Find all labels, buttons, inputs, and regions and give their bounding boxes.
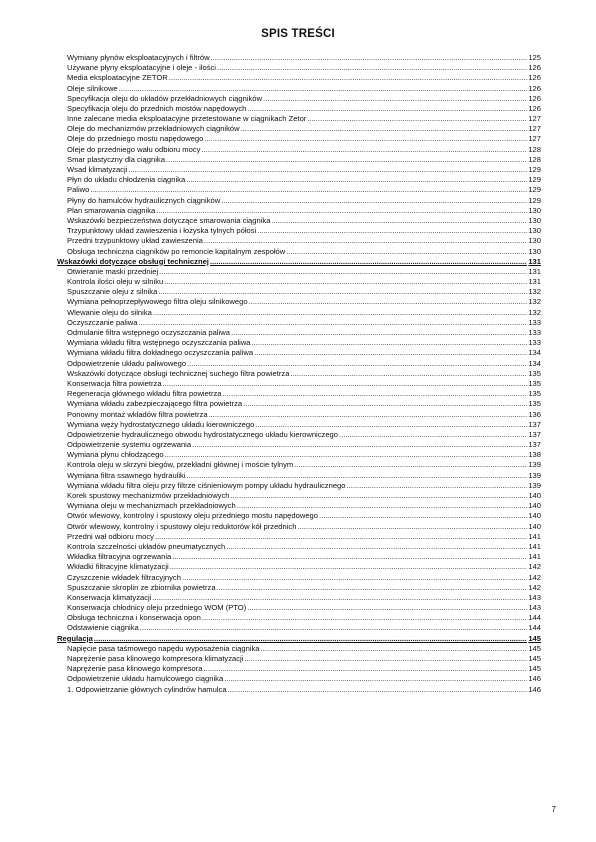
toc-page-number: 133 bbox=[528, 317, 541, 327]
toc-entry-title: Wymiana wkładu filtra wstępnego oczyszczania paliwa bbox=[67, 338, 251, 348]
toc-dot-leader bbox=[202, 613, 528, 623]
toc-entry[interactable] bbox=[57, 511, 541, 521]
toc-page-number: 139 bbox=[528, 460, 541, 470]
toc-entry[interactable] bbox=[57, 685, 541, 695]
toc-dot-leader bbox=[286, 247, 527, 257]
toc-page-number: 126 bbox=[528, 103, 541, 113]
toc-entry[interactable] bbox=[57, 501, 541, 511]
toc-page-number: 127 bbox=[528, 114, 541, 124]
toc-dot-leader bbox=[187, 359, 527, 369]
toc-entry[interactable] bbox=[57, 674, 541, 684]
toc-entry-title: Wymiana węży hydrostatycznego układu kierowniczego bbox=[67, 419, 255, 429]
toc-entry-title: Kontrola oleju w skrzyni biegów, przekładni głównej i moście tylnym bbox=[67, 460, 294, 470]
toc-dot-leader bbox=[223, 389, 528, 399]
toc-page-number: 141 bbox=[528, 552, 541, 562]
toc-dot-leader bbox=[339, 430, 527, 440]
toc-entry-title: Wymiana pełnoprzepływowego filtra oleju silnikowego bbox=[67, 297, 248, 307]
toc-entry-title: Korek spustowy mechanizmów przekładniowych bbox=[67, 491, 230, 501]
toc-page-number: 127 bbox=[528, 134, 541, 144]
toc-entry-title: Wkładki filtracyjne klimatyzacji bbox=[67, 562, 169, 572]
toc-entry-title: Używane płyny eksploatacyjne i oleje - ilości bbox=[67, 63, 216, 73]
toc-entry[interactable] bbox=[57, 53, 541, 63]
toc-entry-title: Trzypunktowy układ zawieszenia i łożyska tylnych półosi bbox=[67, 226, 257, 236]
toc-entry[interactable] bbox=[57, 603, 541, 613]
toc-dot-leader bbox=[224, 674, 527, 684]
toc-entry[interactable] bbox=[57, 440, 541, 450]
toc-entry[interactable] bbox=[57, 124, 541, 134]
toc-entry-title: Wskazówki bezpieczeństwa dotyczące smarowania ciągnika bbox=[67, 215, 271, 225]
toc-entry-title: Wkładka filtracyjna ogrzewania bbox=[67, 552, 172, 562]
toc-entry-title: Otwór wlewowy, kontrolny i spustowy oleju reduktorów kół przednich bbox=[67, 521, 297, 531]
toc-section-entry[interactable] bbox=[57, 257, 541, 267]
toc-entry[interactable] bbox=[57, 430, 541, 440]
toc-page-number: 127 bbox=[528, 124, 541, 134]
toc-dot-leader bbox=[182, 573, 527, 583]
toc-dot-leader bbox=[217, 63, 527, 73]
toc-dot-leader bbox=[263, 94, 527, 104]
toc-entry-title: Otwór wlewowy, kontrolny i spustowy oleju przedniego mostu napędowego bbox=[67, 511, 319, 521]
toc-entry-title: Odpowietrzenie systemu ogrzewania bbox=[67, 440, 192, 450]
toc-dot-leader bbox=[255, 420, 527, 430]
toc-entry[interactable] bbox=[57, 308, 541, 318]
toc-page-number: 130 bbox=[528, 226, 541, 236]
toc-page-number: 143 bbox=[528, 592, 541, 602]
toc-entry-title: Wskazówki dotyczące obsługi technicznej suchego filtra powietrza bbox=[67, 368, 290, 378]
toc-entry[interactable] bbox=[57, 104, 541, 114]
toc-entry-title: Oleje do przedniego mostu napędowego bbox=[67, 134, 204, 144]
toc-entry[interactable] bbox=[57, 338, 541, 348]
toc-dot-leader bbox=[128, 165, 527, 175]
toc-page-number: 135 bbox=[528, 368, 541, 378]
toc-dot-leader bbox=[94, 634, 527, 644]
toc-dot-leader bbox=[153, 308, 527, 318]
toc-entry[interactable] bbox=[57, 185, 541, 195]
toc-entry-title: Płyn do układu chłodzenia ciągnika bbox=[67, 175, 186, 185]
toc-page-number: 145 bbox=[528, 654, 541, 664]
toc-entry-title: Płyny do hamulców hydraulicznych ciągników bbox=[67, 195, 221, 205]
toc-entry-title: Specyfikacja oleju do przednich mostów napędowych bbox=[67, 103, 247, 113]
toc-dot-leader bbox=[138, 318, 527, 328]
toc-entry-title: Wymiana płynu chłodzącego bbox=[67, 450, 164, 460]
toc-entry-title: Oleje do mechanizmów przekładniowych ciągników bbox=[67, 124, 240, 134]
toc-entry[interactable] bbox=[57, 491, 541, 501]
toc-dot-leader bbox=[209, 410, 528, 420]
toc-entry[interactable] bbox=[57, 654, 541, 664]
toc-page-number: 139 bbox=[528, 470, 541, 480]
toc-page-number: 137 bbox=[528, 440, 541, 450]
toc-page-number: 146 bbox=[528, 684, 541, 694]
toc-entry-title: Wymiana oleju w mechanizmach przekładniowych bbox=[67, 501, 236, 511]
toc-entry-title: Wskazówki dotyczące obsługi technicznej bbox=[57, 256, 209, 266]
toc-dot-leader bbox=[204, 236, 527, 246]
toc-dot-leader bbox=[297, 522, 527, 532]
toc-page-number: 132 bbox=[528, 307, 541, 317]
toc-dot-leader bbox=[290, 369, 527, 379]
toc-dot-leader bbox=[119, 84, 528, 94]
toc-dot-leader bbox=[247, 603, 527, 613]
toc-dot-leader bbox=[159, 267, 527, 277]
toc-page-number: 128 bbox=[528, 154, 541, 164]
toc-dot-leader bbox=[152, 593, 527, 603]
toc-page-number: 136 bbox=[528, 409, 541, 419]
toc-page-number: 129 bbox=[528, 165, 541, 175]
toc-dot-leader bbox=[170, 562, 528, 572]
toc-entry[interactable] bbox=[57, 379, 541, 389]
toc-entry-title: Regulacja bbox=[57, 633, 93, 643]
toc-entry[interactable] bbox=[57, 196, 541, 206]
page-number: 7 bbox=[551, 805, 556, 814]
toc-dot-leader bbox=[307, 114, 527, 124]
toc-entry-title: Wymiana wkładu filtra dokładnego oczyszczania paliwa bbox=[67, 348, 254, 358]
toc-entry-title: Napięcie pasa taśmowego napędu wyposażenia ciągnika bbox=[67, 643, 260, 653]
toc-page-number: 130 bbox=[528, 236, 541, 246]
toc-page-number: 130 bbox=[528, 215, 541, 225]
toc-entry-title: Konserwacja klimatyzacji bbox=[67, 592, 152, 602]
toc-dot-leader bbox=[192, 440, 527, 450]
toc-page-number: 126 bbox=[528, 63, 541, 73]
toc-page-number: 129 bbox=[528, 185, 541, 195]
toc-page-number: 135 bbox=[528, 389, 541, 399]
toc-entry-title: Odmulanie filtra wstępnego oczyszczania paliwa bbox=[67, 328, 230, 338]
toc-entry-title: Konserwacja chłodnicy oleju przedniego WOM (PTO) bbox=[67, 603, 247, 613]
toc-dot-leader bbox=[226, 542, 527, 552]
toc-dot-leader bbox=[257, 226, 527, 236]
toc-dot-leader bbox=[90, 185, 527, 195]
toc-entry[interactable] bbox=[57, 522, 541, 532]
toc-page-number: 130 bbox=[528, 246, 541, 256]
toc-dot-leader bbox=[169, 73, 528, 83]
toc-entry[interactable] bbox=[57, 450, 541, 460]
toc-page-number: 142 bbox=[528, 582, 541, 592]
toc-dot-leader bbox=[228, 685, 528, 695]
toc-entry[interactable] bbox=[57, 226, 541, 236]
toc-entry-title: Obsługa techniczna ciągników po remoncie kapitalnym zespołów bbox=[67, 246, 286, 256]
toc-page-number: 141 bbox=[528, 541, 541, 551]
toc-page-number: 137 bbox=[528, 429, 541, 439]
toc-entry[interactable] bbox=[57, 247, 541, 257]
toc-entry-title: Odpowietrzenie układu paliwowego bbox=[67, 358, 187, 368]
toc-page-number: 129 bbox=[528, 195, 541, 205]
toc-entry-title: Kontrola szczelności układów pneumatycznych bbox=[67, 541, 226, 551]
toc-entry[interactable] bbox=[57, 583, 541, 593]
toc-page-number: 142 bbox=[528, 572, 541, 582]
toc-page-number: 129 bbox=[528, 175, 541, 185]
toc-entry[interactable] bbox=[57, 63, 541, 73]
toc-page-number: 135 bbox=[528, 399, 541, 409]
toc-page-number: 140 bbox=[528, 511, 541, 521]
toc-page-number: 144 bbox=[528, 613, 541, 623]
toc-entry[interactable] bbox=[57, 573, 541, 583]
toc-dot-leader bbox=[241, 124, 528, 134]
toc-entry[interactable] bbox=[57, 348, 541, 358]
toc-dot-leader bbox=[247, 104, 527, 114]
toc-entry-title: Oczyszczanie paliwa bbox=[67, 317, 138, 327]
toc-page-number: 139 bbox=[528, 480, 541, 490]
toc-entry-title: Plan smarowania ciągnika bbox=[67, 205, 156, 215]
toc-entry-title: Wymiany płynów eksploatacyjnych i filtrów bbox=[67, 52, 210, 62]
toc-entry[interactable] bbox=[57, 389, 541, 399]
toc-dot-leader bbox=[210, 257, 527, 267]
toc-entry-title: Oleje do przedniego wału odbioru mocy bbox=[67, 144, 201, 154]
toc-dot-leader bbox=[201, 145, 527, 155]
toc-dot-leader bbox=[244, 654, 527, 664]
toc-entry[interactable] bbox=[57, 114, 541, 124]
toc-page-number: 132 bbox=[528, 287, 541, 297]
toc-entry[interactable] bbox=[57, 542, 541, 552]
toc-page-number: 137 bbox=[528, 419, 541, 429]
toc-entry[interactable] bbox=[57, 552, 541, 562]
toc-entry[interactable] bbox=[57, 369, 541, 379]
toc-entry-title: Oleje silnikowe bbox=[67, 83, 118, 93]
toc-entry[interactable] bbox=[57, 155, 541, 165]
toc-entry-title: Inne zalecane media eksploatacyjne przetestowane w ciągnikach Zetor bbox=[67, 114, 307, 124]
toc-page-number: 126 bbox=[528, 93, 541, 103]
toc-entry-title: Ponowny montaż wkładów filtra powietrza bbox=[67, 409, 208, 419]
toc-entry[interactable] bbox=[57, 277, 541, 287]
toc-dot-leader bbox=[319, 511, 527, 521]
toc-dot-leader bbox=[254, 348, 527, 358]
toc-entry[interactable] bbox=[57, 420, 541, 430]
toc-entry-title: Spuszczanie skroplin ze zbiornika powietrza bbox=[67, 582, 216, 592]
toc-dot-leader bbox=[249, 297, 528, 307]
toc-dot-leader bbox=[243, 399, 527, 409]
toc-entry-title: Wymiana filtra ssawnego hydrauliki bbox=[67, 470, 186, 480]
toc-dot-leader bbox=[158, 287, 527, 297]
toc-entry-title: Odpowietrzenie układu hamulcowego ciągnika bbox=[67, 674, 224, 684]
toc-entry-title: Naprężenie pasa klinowego kompresora klimatyzacji bbox=[67, 654, 244, 664]
table-of-contents bbox=[57, 53, 541, 695]
toc-entry[interactable] bbox=[57, 165, 541, 175]
toc-entry-title: Wymiana wkładu zabezpieczającego filtra powietrza bbox=[67, 399, 243, 409]
toc-entry[interactable] bbox=[57, 359, 541, 369]
toc-entry[interactable] bbox=[57, 73, 541, 83]
toc-dot-leader bbox=[172, 552, 527, 562]
toc-page-number: 138 bbox=[528, 450, 541, 460]
toc-dot-leader bbox=[271, 216, 527, 226]
toc-page-number: 130 bbox=[528, 205, 541, 215]
toc-entry[interactable] bbox=[57, 328, 541, 338]
toc-page-number: 131 bbox=[528, 277, 541, 287]
toc-entry[interactable] bbox=[57, 644, 541, 654]
toc-entry[interactable] bbox=[57, 593, 541, 603]
toc-dot-leader bbox=[231, 491, 528, 501]
toc-entry-title: Czyszczenie wkładek filtracyjnych bbox=[67, 572, 181, 582]
toc-entry-title: Odstawienie ciągnika bbox=[67, 623, 139, 633]
toc-entry-title: Przedni trzypunktowy układ zawieszenia bbox=[67, 236, 203, 246]
toc-page-number: 125 bbox=[528, 52, 541, 62]
toc-entry-title: 1. Odpowietrzanie głównych cylindrów hamulca bbox=[67, 684, 227, 694]
toc-page-number: 141 bbox=[528, 531, 541, 541]
toc-page-number: 131 bbox=[528, 266, 541, 276]
toc-entry[interactable] bbox=[57, 287, 541, 297]
toc-page-number: 140 bbox=[528, 501, 541, 511]
toc-page-number: 145 bbox=[528, 633, 541, 643]
toc-entry[interactable] bbox=[57, 318, 541, 328]
toc-dot-leader bbox=[217, 583, 528, 593]
toc-page-number: 140 bbox=[528, 521, 541, 531]
toc-entry-title: Naprężenie pasa klinowego kompresora bbox=[67, 664, 203, 674]
toc-dot-leader bbox=[237, 501, 528, 511]
toc-dot-leader bbox=[221, 196, 527, 206]
toc-dot-leader bbox=[155, 532, 527, 542]
toc-entry[interactable] bbox=[57, 145, 541, 155]
toc-page-number: 145 bbox=[528, 643, 541, 653]
toc-entry[interactable] bbox=[57, 236, 541, 246]
toc-dot-leader bbox=[204, 664, 528, 674]
toc-entry[interactable] bbox=[57, 664, 541, 674]
toc-dot-leader bbox=[252, 338, 528, 348]
toc-entry[interactable] bbox=[57, 410, 541, 420]
toc-entry[interactable] bbox=[57, 624, 541, 634]
toc-entry[interactable] bbox=[57, 532, 541, 542]
toc-dot-leader bbox=[156, 206, 527, 216]
toc-dot-leader bbox=[347, 481, 528, 491]
toc-page-number: 143 bbox=[528, 603, 541, 613]
toc-entry-title: Odpowietrzenie hydraulicznego obwodu hydrostatycznego układu kierowniczego bbox=[67, 429, 339, 439]
toc-entry-title: Media eksploatacyjne ZETOR bbox=[67, 73, 168, 83]
toc-entry-title: Kontrola ilości oleju w silniku bbox=[67, 277, 164, 287]
toc-entry[interactable] bbox=[57, 399, 541, 409]
toc-dot-leader bbox=[140, 623, 528, 633]
toc-entry-title: Obsługa techniczna i konserwacja opon bbox=[67, 613, 201, 623]
toc-section-entry[interactable] bbox=[57, 634, 541, 644]
toc-entry-title: Wymiana wkładu filtra oleju przy filtrze ciśnieniowym pompy układu hydraulicznego bbox=[67, 480, 346, 490]
toc-page-number: 126 bbox=[528, 73, 541, 83]
toc-entry[interactable] bbox=[57, 613, 541, 623]
toc-page-number: 133 bbox=[528, 328, 541, 338]
toc-dot-leader bbox=[231, 328, 527, 338]
toc-entry-title: Smar plastyczny dla ciągnika bbox=[67, 154, 165, 164]
toc-entry-title: Wsad klimatyzacji bbox=[67, 165, 128, 175]
toc-dot-leader bbox=[187, 471, 528, 481]
toc-page-number: 140 bbox=[528, 491, 541, 501]
toc-page-number: 128 bbox=[528, 144, 541, 154]
toc-entry[interactable] bbox=[57, 471, 541, 481]
toc-page-number: 134 bbox=[528, 348, 541, 358]
toc-page-number: 146 bbox=[528, 674, 541, 684]
toc-entry-title: Regeneracja głównego wkładu filtra powietrza bbox=[67, 389, 222, 399]
toc-dot-leader bbox=[294, 460, 527, 470]
toc-page-number: 134 bbox=[528, 358, 541, 368]
toc-page-number: 144 bbox=[528, 623, 541, 633]
toc-entry[interactable] bbox=[57, 481, 541, 491]
toc-entry[interactable] bbox=[57, 175, 541, 185]
toc-page-number: 135 bbox=[528, 378, 541, 388]
toc-entry[interactable] bbox=[57, 206, 541, 216]
toc-entry-title: Specyfikacja oleju do układów przekładniowych ciągników bbox=[67, 93, 263, 103]
toc-entry-title: Przedni wał odbioru mocy bbox=[67, 531, 154, 541]
toc-entry-title: Otwieranie maski przedniej bbox=[67, 266, 159, 276]
toc-entry[interactable] bbox=[57, 267, 541, 277]
toc-dot-leader bbox=[163, 379, 528, 389]
toc-dot-leader bbox=[211, 53, 528, 63]
toc-entry-title: Konserwacja filtra powietrza bbox=[67, 378, 162, 388]
toc-dot-leader bbox=[204, 134, 527, 144]
toc-entry[interactable] bbox=[57, 562, 541, 572]
toc-dot-leader bbox=[166, 155, 527, 165]
toc-dot-leader bbox=[261, 644, 528, 654]
toc-entry[interactable] bbox=[57, 461, 541, 471]
toc-page-number: 131 bbox=[528, 256, 541, 266]
toc-entry[interactable] bbox=[57, 84, 541, 94]
toc-entry[interactable] bbox=[57, 94, 541, 104]
toc-dot-leader bbox=[164, 277, 527, 287]
page-title: SPIS TREŚCI bbox=[261, 28, 335, 40]
toc-page-number: 126 bbox=[528, 83, 541, 93]
toc-entry-title: Paliwo bbox=[67, 185, 90, 195]
toc-entry-title: Wlewanie oleju do silnika bbox=[67, 307, 152, 317]
toc-dot-leader bbox=[186, 175, 527, 185]
toc-entry[interactable] bbox=[57, 298, 541, 308]
toc-entry[interactable] bbox=[57, 216, 541, 226]
toc-page-number: 133 bbox=[528, 338, 541, 348]
toc-entry-title: Spuszczanie oleju z silnika bbox=[67, 287, 158, 297]
toc-page-number: 132 bbox=[528, 297, 541, 307]
toc-entry[interactable] bbox=[57, 135, 541, 145]
toc-page-number: 145 bbox=[528, 664, 541, 674]
toc-page-number: 142 bbox=[528, 562, 541, 572]
toc-dot-leader bbox=[165, 450, 528, 460]
